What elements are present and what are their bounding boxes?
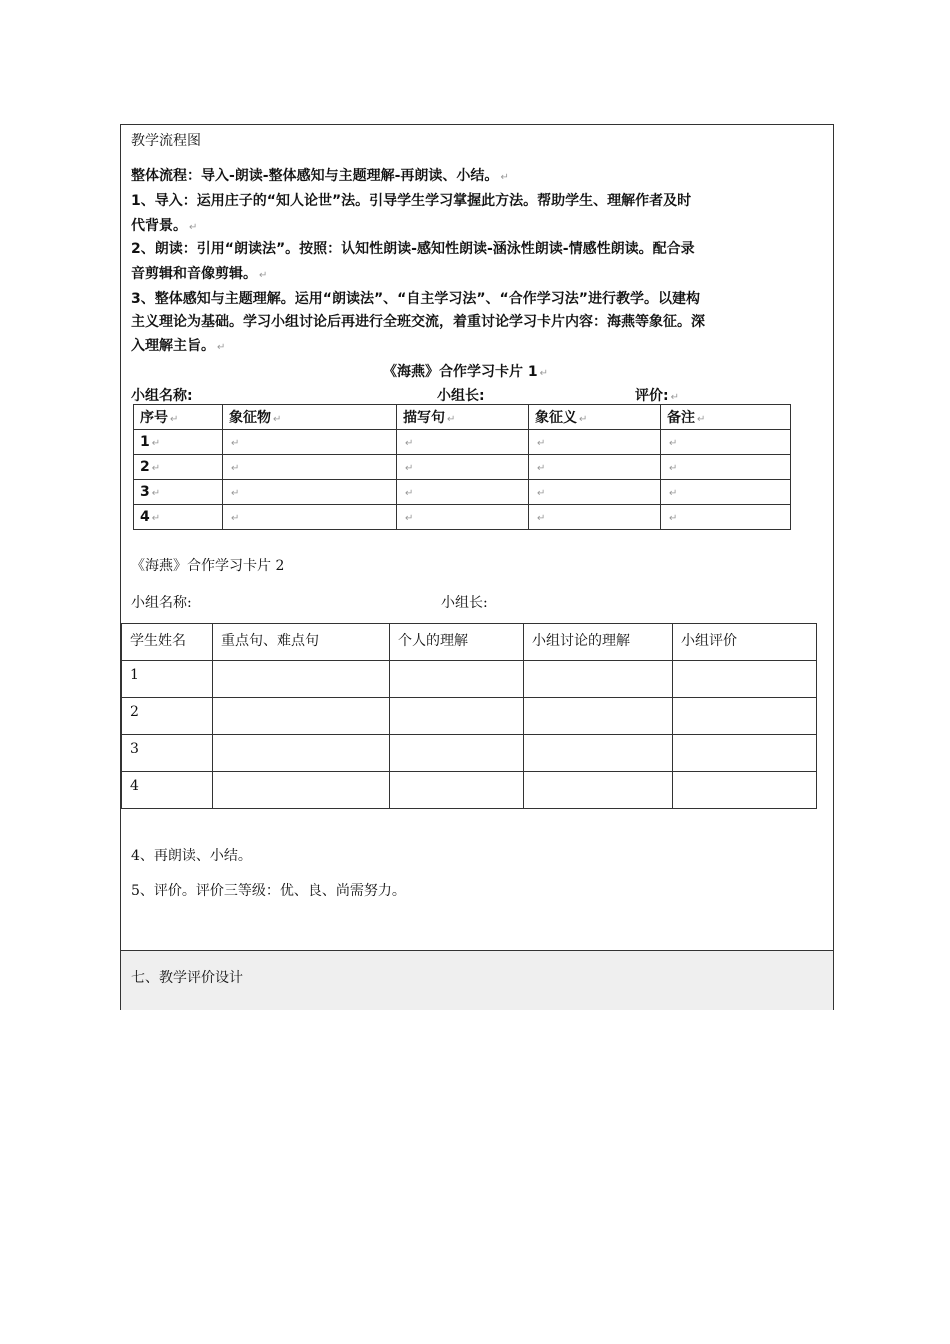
row-number: 2 ↵ — [134, 455, 223, 480]
overall-flow-text: 整体流程：导入-朗读-整体感知与主题理解-再朗读、小结。 ↵ — [131, 168, 509, 184]
card2-header-cell: 学生姓名 — [122, 624, 213, 661]
step1-line1: 1、导入：运用庄子的“知人论世”法。引导学生学习掌握此方法。帮助学生、理解作者及时 — [131, 193, 692, 209]
card1-header-cell: 序号 ↵ — [134, 405, 223, 430]
step3-line3: 入理解主旨。 ↵ — [131, 338, 226, 354]
card2-title: 《海燕》合作学习卡片 2 — [131, 558, 285, 574]
card2-header-cell: 重点句、难点句 — [213, 624, 390, 661]
lesson-plan-frame — [120, 124, 834, 1010]
empty-cell[interactable] — [673, 661, 817, 698]
empty-cell[interactable]: ↵ — [223, 430, 397, 455]
card2-header-cell: 个人的理解 — [390, 624, 524, 661]
empty-cell[interactable]: ↵ — [661, 430, 791, 455]
row-number: 4 — [122, 772, 213, 809]
empty-cell[interactable]: ↵ — [397, 480, 529, 505]
card1-header-cell: 象征物 ↵ — [223, 405, 397, 430]
step3-line1: 3、整体感知与主题理解。运用“朗读法”、“自主学习法”、“合作学习法”进行教学。以建构 — [131, 291, 700, 307]
empty-cell[interactable]: ↵ — [223, 455, 397, 480]
card1-header-cell: 象征义 ↵ — [529, 405, 661, 430]
card2-header-cell: 小组评价 — [673, 624, 817, 661]
card2-table — [121, 623, 817, 809]
table-row — [134, 430, 791, 455]
table-row — [122, 661, 817, 698]
card1-header-cell: 描写句 ↵ — [397, 405, 529, 430]
card1-header-cell: 备注 ↵ — [661, 405, 791, 430]
empty-cell[interactable] — [673, 698, 817, 735]
section7-title: 七、教学评价设计 — [131, 970, 243, 986]
card1-group-name-label: 小组名称: — [131, 388, 193, 404]
empty-cell[interactable]: ↵ — [223, 480, 397, 505]
empty-cell[interactable] — [213, 735, 390, 772]
row-number: 2 — [122, 698, 213, 735]
empty-cell[interactable] — [524, 772, 673, 809]
step2-line1: 2、朗读：引用“朗读法”。按照：认知性朗读-感知性朗读-涵泳性朗读-情感性朗读。配合录 — [131, 241, 695, 257]
empty-cell[interactable] — [524, 698, 673, 735]
step4-text: 4、再朗读、小结。 — [131, 848, 252, 864]
empty-cell[interactable] — [524, 735, 673, 772]
empty-cell[interactable] — [213, 772, 390, 809]
empty-cell[interactable] — [390, 735, 524, 772]
card1-header-row — [134, 405, 791, 430]
step2-line2: 音剪辑和音像剪辑。 ↵ — [131, 266, 268, 282]
card1-table — [133, 404, 791, 530]
step5-text: 5、评价。评价三等级：优、良、尚需努力。 — [131, 883, 406, 899]
empty-cell[interactable]: ↵ — [397, 505, 529, 530]
table-row — [122, 698, 817, 735]
empty-cell[interactable] — [390, 698, 524, 735]
empty-cell[interactable]: ↵ — [529, 505, 661, 530]
table-row — [122, 772, 817, 809]
empty-cell[interactable]: ↵ — [223, 505, 397, 530]
card2-header-row — [122, 624, 817, 661]
card1-eval-label: 评价: ↵ — [635, 388, 679, 404]
empty-cell[interactable] — [213, 698, 390, 735]
step3-line2: 主义理论为基础。学习小组讨论后再进行全班交流，着重讨论学习卡片内容：海燕等象征。深 — [131, 314, 705, 330]
card2-header-cell: 小组讨论的理解 — [524, 624, 673, 661]
row-number: 1 — [122, 661, 213, 698]
empty-cell[interactable]: ↵ — [529, 455, 661, 480]
table-row — [134, 455, 791, 480]
row-number: 4 ↵ — [134, 505, 223, 530]
card2-leader-label: 小组长: — [441, 595, 488, 611]
empty-cell[interactable]: ↵ — [529, 480, 661, 505]
empty-cell[interactable]: ↵ — [397, 455, 529, 480]
empty-cell[interactable] — [673, 772, 817, 809]
row-number: 3 ↵ — [134, 480, 223, 505]
table-row — [134, 505, 791, 530]
flow-chart-heading: 教学流程图 — [131, 133, 201, 149]
card1-leader-label: 小组长: — [437, 388, 485, 404]
empty-cell[interactable]: ↵ — [397, 430, 529, 455]
row-number: 1 ↵ — [134, 430, 223, 455]
table-row — [134, 480, 791, 505]
empty-cell[interactable]: ↵ — [661, 505, 791, 530]
empty-cell[interactable] — [213, 661, 390, 698]
empty-cell[interactable] — [390, 772, 524, 809]
teaching-flow-cell — [121, 125, 833, 950]
empty-cell[interactable] — [673, 735, 817, 772]
empty-cell[interactable] — [390, 661, 524, 698]
card2-group-name-label: 小组名称: — [131, 595, 192, 611]
empty-cell[interactable]: ↵ — [661, 480, 791, 505]
table-row — [122, 735, 817, 772]
step1-line2: 代背景。 ↵ — [131, 218, 198, 234]
empty-cell[interactable] — [524, 661, 673, 698]
card1-title: 《海燕》合作学习卡片 1 ↵ — [383, 364, 549, 380]
row-number: 3 — [122, 735, 213, 772]
evaluation-design-cell — [121, 950, 833, 1010]
empty-cell[interactable]: ↵ — [661, 455, 791, 480]
empty-cell[interactable]: ↵ — [529, 430, 661, 455]
